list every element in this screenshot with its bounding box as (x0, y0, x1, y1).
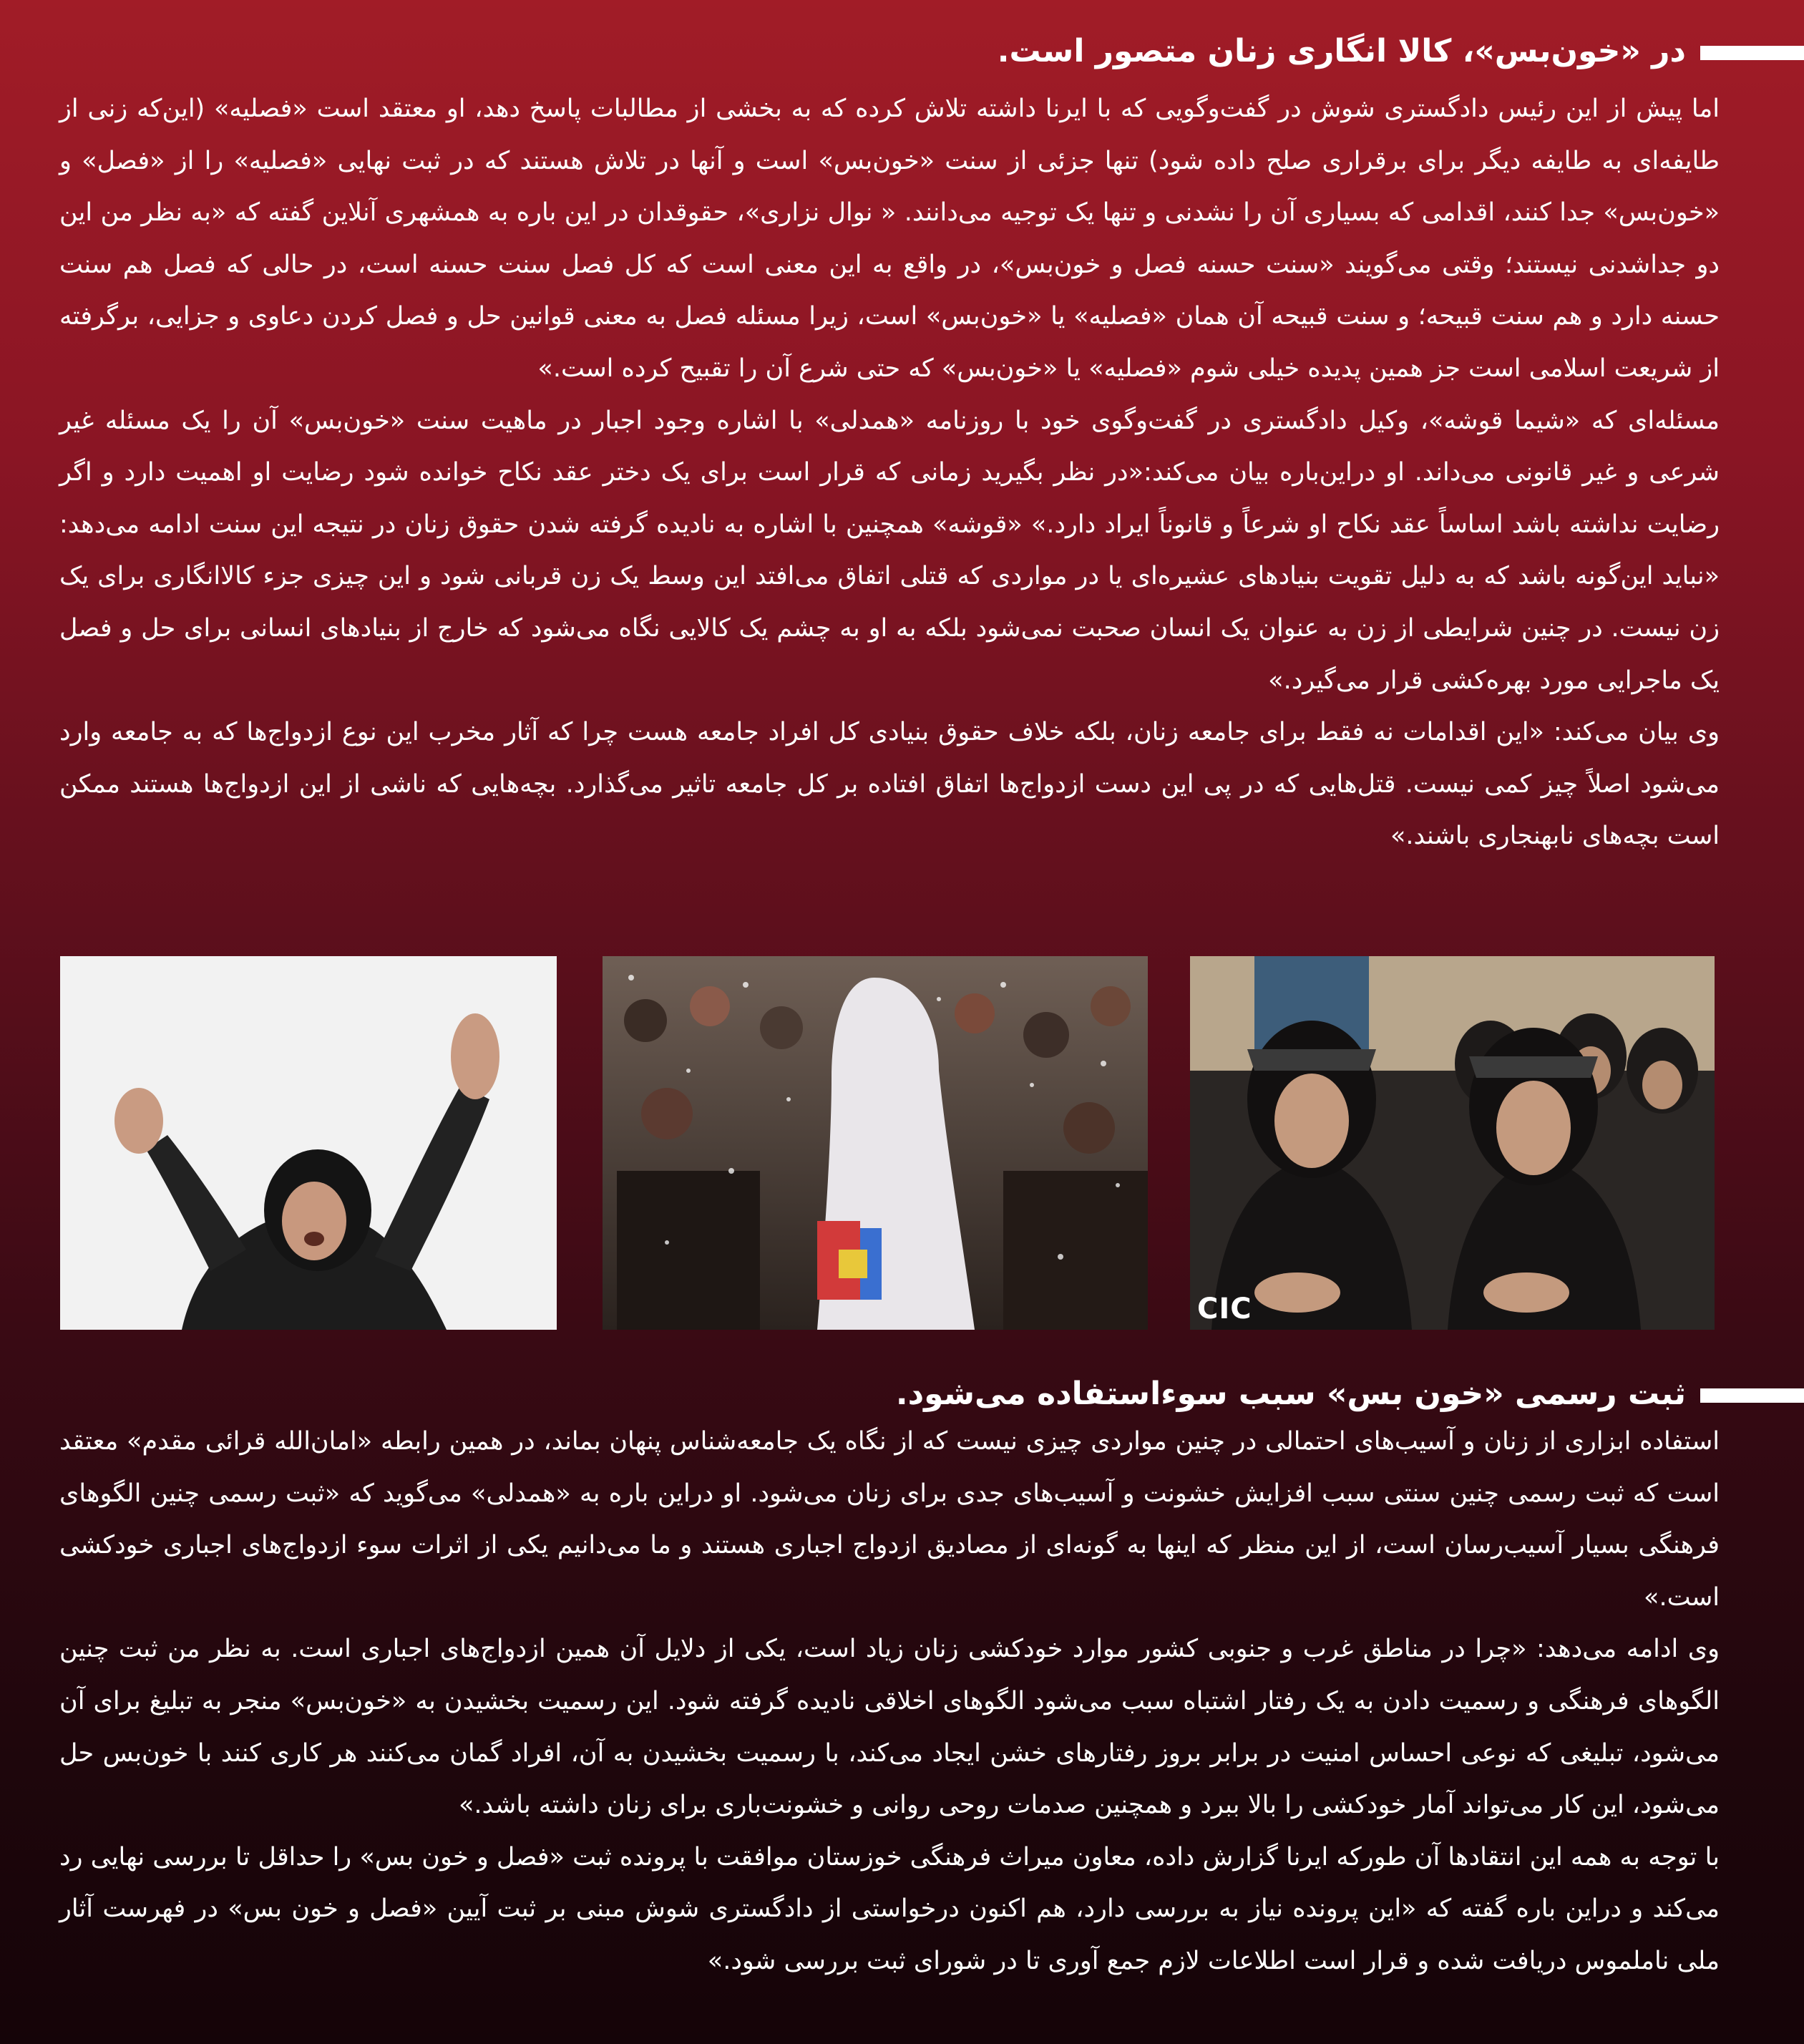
paragraph: وی بیان می‌کند: «این اقدامات نه فقط برای جامعه زنان، بلکه خلاف حقوق بنیادی کل افراد جامعه هست چرا که آثار مخرب این نوع ازدواج‌ها که به جامعه وارد می‌شود اصلاً چیز کمی نیست. قتل‌هایی که در پی این دست ازدواج‌ها اتفاق افتاده بر کل جامعه تاثیر می‌گذارد. بچه‌هایی که ناشی از این ازدواج‌ها هستند ممکن است بچه‌های نابهنجاری باشند.» (59, 718, 1720, 851)
paragraph: وی ادامه می‌دهد: «چرا در مناطق غرب و جنوبی کشور موارد خودکشی زنان زیاد است، یکی از دلایل آن همین ازدواج‌های اجباری است. به نظر من ثبت چنین الگوهای فرهنگی و رسمیت دادن به یک رفتار اشتباه سبب می‌شود الگوهای اخلاقی نادیده گرفته شود. این رسمیت بخشیدن به «خون‌بس» منجر به تبلیغ برای آن می‌شود، تبلیغی که نوعی احساس امنیت در برابر بروز رفتارهای خشن ایجاد می‌کند، با رسمیت بخشیدن به آن، افراد گمان می‌کنند هر کاری کنند با خون‌بس حل می‌شود، این کار می‌تواند آمار خودکشی را بالا ببرد و همچنین صدمات روحی روانی و خشونت‌باری برای زنان داشته باشد.» (59, 1635, 1720, 1820)
paragraph: اما پیش از این رئیس دادگستری شوش در گفت‌وگویی که با ایرنا داشته تلاش کرده که به بخشی از مطالبات پاسخ دهد، او معتقد است «فصلیه» (این‌که زنی از طایفه‌ای به طایفه دیگر برای برقراری صلح داده شود) تنها جزئی از سنت «خون‌بس» است و آنها در تلاش هستند که در ثبت نهایی «فصلیه» را از «فصل» و «خون‌بس» جدا کنند، اقدامی که بسیاری آن را نشدنی و تنها یک توجیه می‌دانند. « نوال نزاری»، حقوقدان در این باره به همشهری آنلاین گفته که «به نظر من این دو جداشدنی نیستند؛ وقتی می‌گویند «سنت حسنه فصل و خون‌بس»، در واقع به این معنی است که کل فصل سنت حسنه است، در حالی که فصل هم سنت حسنه دارد و هم سنت قبیحه؛ و سنت قبیحه آن همان «فصلیه» یا «خون‌بس» است، زیرا مسئله فصل به معنی قوانین حل و فصل کردن دعاوی و جزایی، برگرفته از شریعت اسلامی است جز همین پدیده خیلی شوم «فصلیه» یا «خون‌بس» که حتی شرع آن را تقبیح کرده است.» (59, 94, 1720, 383)
photo-grieving-woman (60, 956, 557, 1330)
paragraph: استفاده ابزاری از زنان و آسیب‌های احتمالی در چنین مواردی چیزی نیست که از نگاه یک جامعه‌شناس پنهان بماند، در همین رابطه «امان‌الله قرائی مقدم» معتقد است که ثبت رسمی چنین سنتی سبب افزایش خشونت و آسیب‌های جدی برای زنان می‌شود. او دراین باره به «همدلی» می‌گوید که «ثبت رسمی چنین الگوهای فرهنگی بسیار آسیب‌رسان است، از این منظر که اینها به گونه‌ای از مصادیق ازدواج اجباری هستند و ما می‌دانیم یکی از اثرات سوء ازدواج‌های اجباری خودکشی است.» (59, 1427, 1720, 1612)
paragraph: مسئله‌ای که «شیما قوشه»، وکیل دادگستری در گفت‌وگوی خود با روزنامه «همدلی» با اشاره وجود اجبار در ماهیت سنت «خون‌بس» آن را یک مسئله غیر شرعی و غیر قانونی می‌داند. او دراین‌باره بیان می‌کند:«در نظر بگیرید زمانی که قرار است برای یک دختر عقد نکاح خوانده شود رضایت او اهمیت دارد و اگر رضایت نداشته باشد اساساً عقد نکاح او شرعاً و قانوناً ایراد دارد.» «قوشه» همچنین با اشاره به نادیده گرفته شدن حقوق زنان در نتیجه این سنت ادامه می‌دهد: «نباید این‌گونه باشد که به دلیل تقویت بنیادهای عشیره‌ای یا در مواردی که قتلی اتفاق می‌افتد این وسط یک زن قربانی شود و این چیزی جزء کالاانگاری برای یک زن نیست. در چنین شرایطی از زن به عنوان یک انسان صحبت نمی‌شود بلکه به او به چشم یک کالایی نگاه می‌شود که خارج از بنیادهای انسانی برای حل و فصل یک ماجرایی مورد بهره‌کشی قرار می‌گیرد.» (59, 406, 1720, 695)
heading-title: ثبت رسمی «خون بس» سبب سوءاستفاده می‌شود. (895, 1376, 1686, 1412)
section-heading-2 (0, 1370, 1804, 1420)
article-body-2 (59, 1416, 1720, 1987)
article-body-1 (59, 83, 1720, 862)
heading-title: در «خون‌بس»، کالا انگاری زنان متصور است. (997, 33, 1686, 69)
section-heading-1 (0, 27, 1804, 77)
cic-logo: CIC (1197, 1293, 1252, 1325)
heading-bar (1700, 1388, 1804, 1403)
photo-veiled-bride (603, 956, 1148, 1330)
photo-women-headscarves (1190, 956, 1715, 1330)
paragraph: با توجه به همه این انتقادها آن طورکه ایرنا گزارش داده، معاون میراث فرهنگی خوزستان موافقت با پرونده ثبت «فصل و خون بس» را حداقل تا بررسی نهایی رد می‌کند و دراین باره گفته که «این پرونده نیاز به بررسی دارد، هم اکنون درخواستی از دادگستری شوش مبنی بر ثبت آیین «فصل و خون بس» در فهرست آثار ملی ناملموس دریافت شده و قرار است اطلاعات لازم جمع آوری تا در شورای ثبت بررسی شود.» (59, 1842, 1720, 1975)
heading-bar (1700, 46, 1804, 60)
